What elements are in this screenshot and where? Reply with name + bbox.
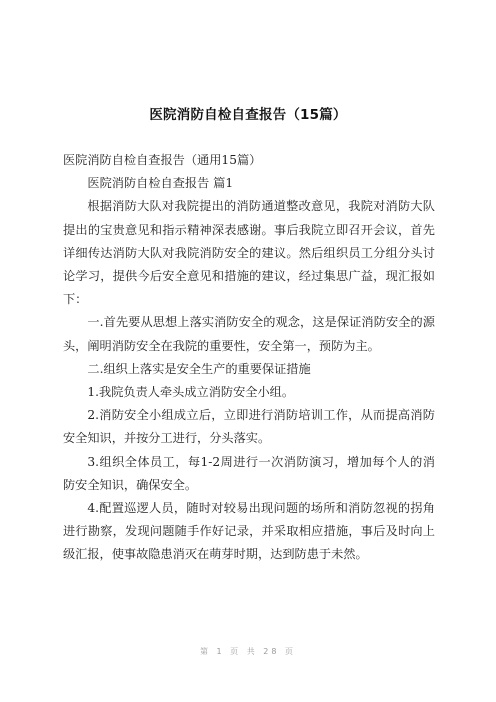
paragraph-item-1: 1.我院负责人牵头成立消防安全小组。: [87, 385, 295, 400]
section-heading: 医院消防自检自查报告 篇1: [87, 176, 234, 191]
paragraph-item-4: 4.配置巡逻人员，随时对较易出现问题的场所和消防忽视的拐角进行勘察，发现问题随手作好记录，并采取相应措施，事后及时向上级汇报，使事故隐患消灭在萌芽时期，达到防患于未然。: [63, 501, 435, 562]
paragraph-point-1: 一.首先要从思想上落实消防安全的观念，这是保证消防安全的源头，阐明消防安全在我院的重要性，安全第一，预防为主。: [63, 315, 435, 353]
paragraph-point-2: 二.组织上落实是安全生产的重要保证措施: [87, 361, 311, 376]
paragraph-item-2: 2.消防安全小组成立后，立即进行消防培训工作，从而提高消防安全知识，并按分工进行，分头落实。: [63, 408, 435, 446]
paragraph-item-3: 3.组织全体员工，每1-2周进行一次消防演习，增加每个人的消防安全知识，确保安全。: [63, 454, 435, 492]
document-body: [63, 149, 435, 567]
page-number-footer: 第 1 页 共 28 页: [200, 647, 296, 656]
document-title: 医院消防自检自查报告（15篇）: [149, 107, 347, 123]
document-subtitle: 医院消防自检自查报告（通用15篇）: [63, 153, 262, 167]
paragraph-intro: 根据消防大队对我院提出的消防通道整改意见，我院对消防大队提出的宝贵意见和指示精神深表感谢。事后我院立即召开会议，首先详细传达消防大队对我院消防安全的建议。然后组织员工分组分头讨论学习，提供今后安全意见和措施的建议，经过集思广益，现汇报如下：: [63, 199, 435, 307]
